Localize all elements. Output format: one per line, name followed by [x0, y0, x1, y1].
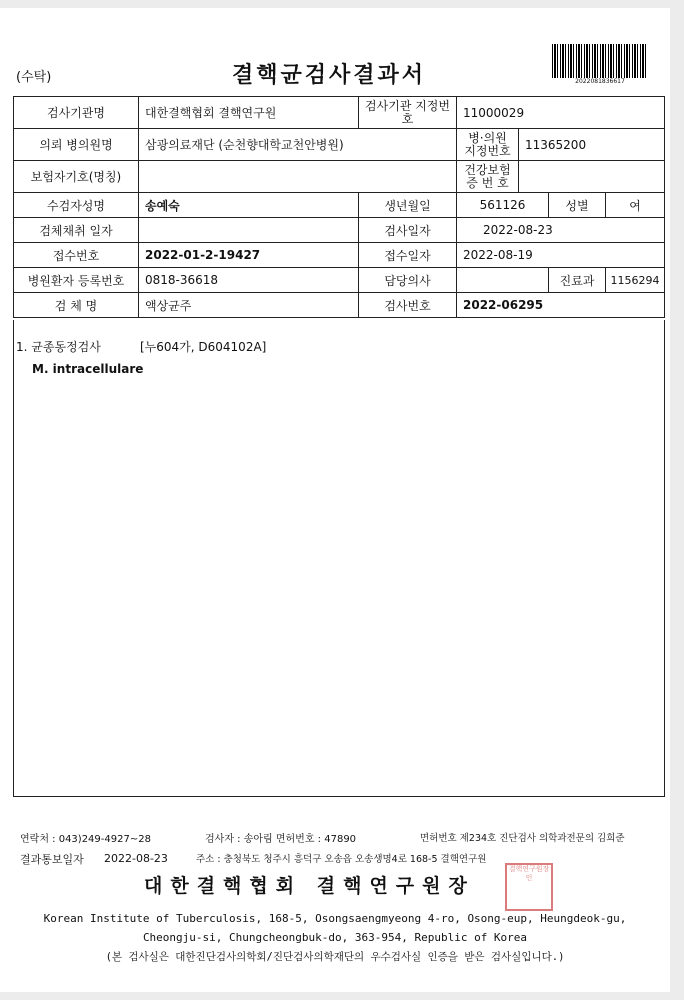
- patient-reg-value: 0818-36618: [139, 268, 359, 293]
- collect-value: [139, 218, 359, 243]
- inst-code-value: 11000029: [457, 97, 665, 129]
- signature: 대한결핵협회 결핵연구원장: [144, 875, 475, 897]
- test-date-label: 검사일자: [359, 218, 457, 243]
- insurance-label: 보험자기호(명칭): [14, 161, 139, 193]
- certification-note: (본 검사실은 대한진단검사의학회/진단검사의학재단의 우수검사실 인증을 받은 검사실입니다.): [105, 951, 565, 963]
- receipt-date-value: 2022-08-19: [457, 243, 665, 268]
- birth-label: 생년월일: [359, 193, 457, 218]
- doctor-value: [457, 268, 549, 293]
- test-no-label: 검사번호: [359, 293, 457, 318]
- dept-label: 진료과: [549, 268, 606, 293]
- result-organism: M. intracellulare: [32, 362, 144, 376]
- hosp-code-label: 병·의원 지정번호: [457, 129, 519, 161]
- license: 면허번호 제234호 진단검사 의학과전문의 김희준: [420, 833, 625, 844]
- barcode: [552, 44, 648, 85]
- receipt-label: 접수번호: [14, 243, 139, 268]
- receipt-value: 2022-01-2-19427: [139, 243, 359, 268]
- test-no-value: 2022-06295: [457, 293, 665, 318]
- official-seal-icon: 결핵연구원장인: [505, 863, 553, 911]
- info-table: [13, 96, 665, 318]
- contact: 연락처 : 043)249-4927~28: [20, 834, 151, 845]
- barcode-icon: [552, 44, 648, 78]
- report-date: 2022-08-23: [104, 852, 168, 865]
- result-test-name: 1. 균종동정검사: [16, 340, 101, 354]
- patient-value: 송예숙: [139, 193, 359, 218]
- health-card-value: [519, 161, 665, 193]
- insurance-value: [139, 161, 457, 193]
- report-date-label: 결과통보일자: [20, 853, 84, 866]
- address-en-line2: Cheongju-si, Chungcheongbuk-do, 363-954, Republic of Korea: [142, 931, 528, 944]
- results-area: [13, 320, 665, 797]
- hospital-value: 삼광의료재단 (순천향대학교천안병원): [139, 129, 457, 161]
- patient-label: 수검자성명: [14, 193, 139, 218]
- barcode-number: 2022081836617: [575, 78, 625, 85]
- address-en-line1: Korean Institute of Tuberculosis, 168-5, Osongsaengmyeong 4-ro, Osong-eup, Heungdeok-gu,: [43, 912, 627, 925]
- specimen-label: 검 체 명: [14, 293, 139, 318]
- specimen-value: 액상균주: [139, 293, 359, 318]
- address-kr: 주소 : 충청북도 청주시 흥덕구 오송읍 오송생명4로 168-5 결핵연구원: [196, 854, 487, 865]
- hospital-label: 의뢰 병의원명: [14, 129, 139, 161]
- birth-value: 561126: [457, 193, 549, 218]
- collect-label: 검체채취 일자: [14, 218, 139, 243]
- report-title: 결핵균검사결과서: [232, 63, 427, 88]
- sex-value: 여: [606, 193, 665, 218]
- hosp-code-value: 11365200: [519, 129, 665, 161]
- sex-label: 성별: [549, 193, 606, 218]
- tester: 검사자 : 송아림 면허번호 : 47890: [205, 834, 357, 845]
- doctor-label: 담당의사: [359, 268, 457, 293]
- test-date-value: 2022-08-23: [457, 218, 665, 243]
- inst-code-label: 검사기관 지정번호: [359, 97, 457, 129]
- result-test-code: [누604가, D604102A]: [140, 340, 267, 354]
- health-card-label: 건강보험 증 번 호: [457, 161, 519, 193]
- copy-label: (수탁): [16, 70, 52, 85]
- patient-reg-label: 병원환자 등록번호: [14, 268, 139, 293]
- institution-value: 대한결핵협회 결핵연구원: [139, 97, 359, 129]
- institution-label: 검사기관명: [14, 97, 139, 129]
- dept-value: 1156294: [606, 268, 665, 293]
- receipt-date-label: 접수일자: [359, 243, 457, 268]
